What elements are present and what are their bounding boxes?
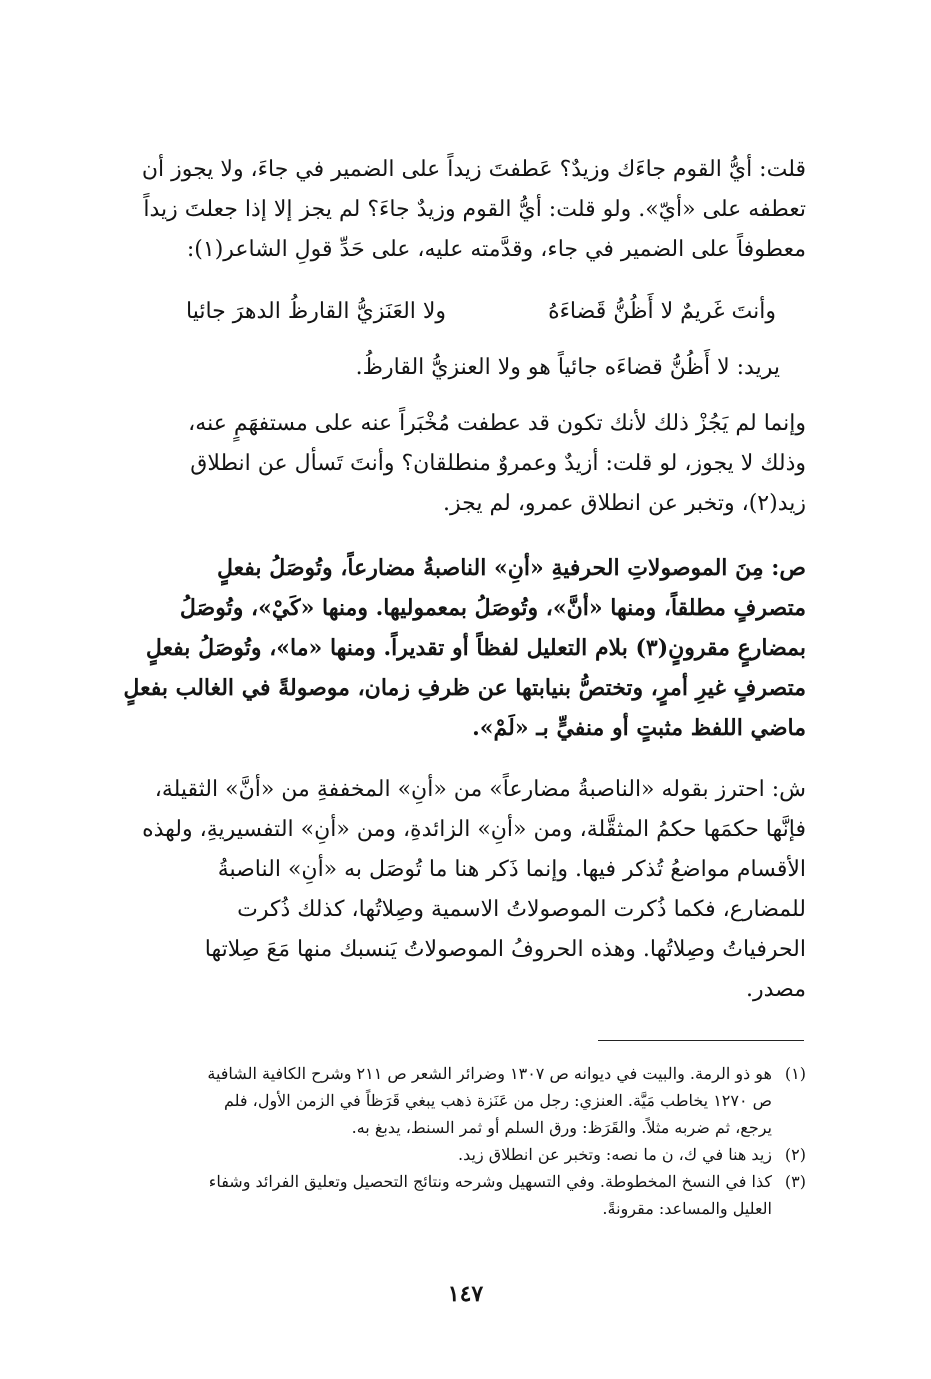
text-line: للمضارع، فكما ذُكرت الموصولاتُ الاسمية وصِلاتُها، كذلك ذُكرت xyxy=(237,897,806,922)
footnote-number: (٢) xyxy=(784,1145,806,1164)
verse-first-hemistich: وأنتَ غَريمٌ لا أَظُنُّ قَضاءَهُ xyxy=(548,299,776,324)
paragraph-2 xyxy=(128,404,806,524)
verse-explanation xyxy=(128,348,806,388)
footnote-number: (١) xyxy=(784,1064,806,1083)
sharh-paragraph xyxy=(128,770,806,1010)
text-line: تعطفه على «أيّ». ولو قلت: أيُّ القوم وزيدٌ جاءَ؟ لم يجز إلا إذا جعلتَ زيداً xyxy=(143,197,806,222)
poetry-verse xyxy=(186,292,776,332)
footnote-number: (٣) xyxy=(784,1172,806,1191)
text-line: متصرفٍ مطلقاً، ومنها «أنَّ»، وتُوصَلُ بمعموليها. ومنها «كَيْ»، وتُوصَلُ xyxy=(179,595,806,621)
verse-second-hemistich: ولا العَنَزيُّ القارظُ الدهرَ جائيا xyxy=(186,299,447,324)
footnote-3 xyxy=(128,1168,806,1222)
text-line: الحرفياتُ وصِلاتُها. وهذه الحروفُ الموصولاتُ يَنسبك منها مَعَ صِلاتها xyxy=(204,937,806,962)
footnote-line: كذا في النسخ المخطوطة. وفي التسهيل وشرحه ونتائج التحصيل وتعليق الفرائد وشفاء xyxy=(208,1172,772,1191)
footnote-separator xyxy=(598,1040,804,1041)
footnote-line: زيد هنا في ك، ن ما نصه: وتخبر عن انطلاق زيد. xyxy=(458,1145,772,1164)
footnote-line: ص ١٢٧٠ يخاطب مَيَّة. العنزي: رجل من عَنَزة ذهب يبغي قَرَظاً في الزمن الأول، فلم xyxy=(223,1091,772,1110)
footnote-line: يرجع، ثم ضربه مثلاً. والقَرَظ: ورق السلم أو ثمر السنط، يدبغ به. xyxy=(351,1118,772,1137)
text-line: يريد: لا أَظُنُّ قضاءَه جائياً هو ولا العنزيُّ القارظُ. xyxy=(355,355,780,380)
footnote-line: العليل والمساعد: مقرونةً. xyxy=(602,1199,772,1218)
text-line: الأقسام مواضعُ تُذكر فيها. وإنما ذَكر هنا ما تُوصَل به «أنِ» الناصبةُ xyxy=(217,857,806,882)
text-line: ماضي اللفظ مثبتٍ أو منفيٍّ بـ «لَمْ». xyxy=(472,715,806,741)
matn-paragraph xyxy=(123,548,806,748)
footnote-1 xyxy=(128,1060,806,1141)
text-line: معطوفاً على الضمير في جاء، وقدَّمته عليه، على حَدِّ قولِ الشاعر(١): xyxy=(186,237,806,262)
paragraph-1 xyxy=(128,150,806,270)
footnote-2 xyxy=(128,1141,806,1168)
footnotes xyxy=(128,1060,806,1222)
text-line: زيد(٢)، وتخبر عن انطلاق عمرو، لم يجز. xyxy=(443,491,806,516)
text-line: متصرفٍ غيرِ أمرٍ، وتختصُّ بنيابتها عن ظرفِ زمان، موصولةً في الغالب بفعلٍ xyxy=(123,675,806,701)
text-line: فإنَّها حكمَها حكمُ المثقَّلة، ومن «أنِ» الزائدةِ، ومن «أنِ» التفسيريةِ، ولهذه xyxy=(142,817,806,842)
text-line: مصدر. xyxy=(745,977,806,1002)
text-line: قلت: أيُّ القوم جاءَك وزيدٌ؟ عَطفتَ زيداً على الضمير في جاءَ، ولا يجوز أن xyxy=(141,157,806,182)
text-line: ش: احترز بقوله «الناصبةُ مضارعاً» من «أنِ» المخففةِ من «أنَّ» الثقيلة، xyxy=(154,777,806,802)
text-line: بمضارعٍ مقرونٍ(٣) بلام التعليل لفظاً أو تقديراً. ومنها «ما»، وتُوصَلُ بفعلٍ xyxy=(145,635,806,661)
page-number: ١٤٧ xyxy=(447,1281,484,1307)
text-line: وإنما لم يَجُزْ ذلك لأنك تكون قد عطفت مُخْبَراً عنه على مستفهَمٍ عنه، xyxy=(188,411,806,436)
text-line: وذلك لا يجوز، لو قلت: أزيدٌ وعمروٌ منطلقان؟ وأنتَ تَسأل عن انطلاق xyxy=(190,451,806,476)
text-line: ص: مِنَ الموصولاتِ الحرفيةِ «أنِ» الناصبةُ مضارعاً، وتُوصَلُ بفعلٍ xyxy=(217,555,806,581)
footnote-line: هو ذو الرمة. والبيت في ديوانه ص ١٣٠٧ وضرائر الشعر ص ٢١١ وشرح الكافية الشافية xyxy=(207,1064,772,1083)
